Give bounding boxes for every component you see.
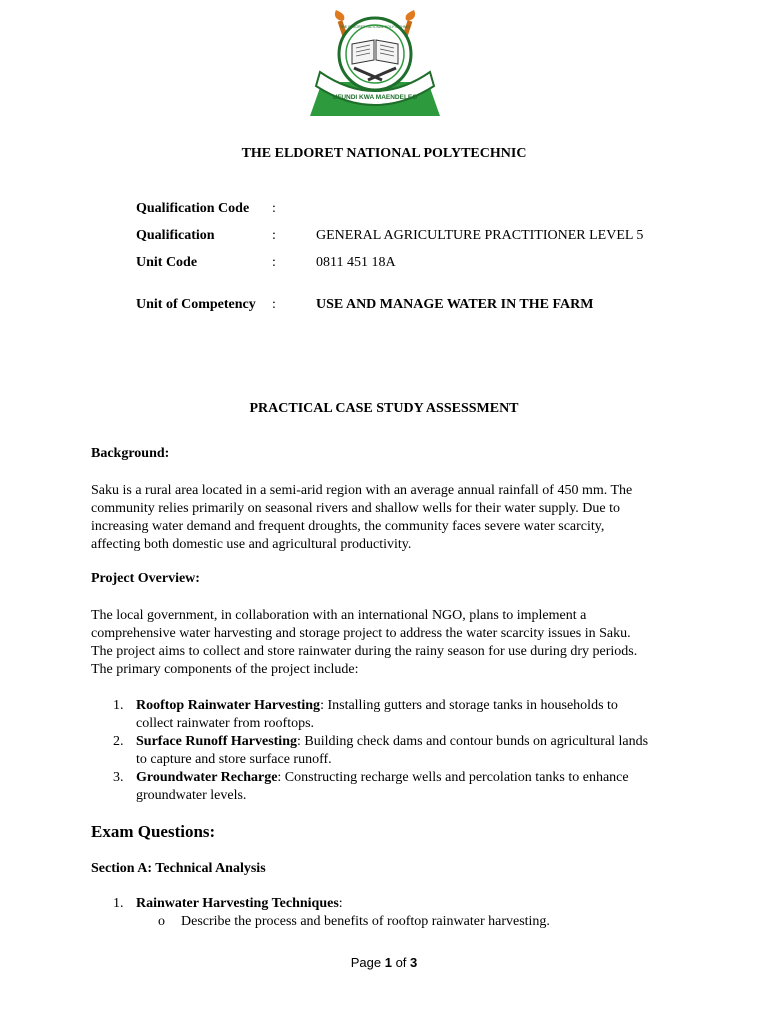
- list-item: [91, 769, 648, 805]
- question-term: Rainwater Harvesting Techniques: [136, 896, 339, 911]
- page-total: 3: [410, 955, 418, 970]
- list-term: Surface Runoff Harvesting: [136, 734, 297, 749]
- overview-paragraph: [91, 607, 691, 679]
- motto-text: UFUNDI KWA MAENDELEO: [332, 94, 418, 101]
- paragraph-line: increasing water demand and frequent droughts, the community faces severe water scarcity,: [91, 519, 605, 534]
- paragraph-line: The primary components of the project include:: [91, 662, 359, 677]
- institution-name: THE ELDORET NATIONAL POLYTECHNIC: [241, 146, 527, 161]
- list-text: collect rainwater from rooftops.: [136, 716, 315, 731]
- question-text: :: [338, 896, 343, 911]
- question-number: 1.: [113, 896, 124, 911]
- circle-bullet-icon: o: [158, 914, 165, 929]
- left-flame: [335, 10, 344, 21]
- list-number: 2.: [113, 734, 124, 749]
- list-item: [91, 733, 648, 769]
- field-label: Unit of Competency: [136, 297, 256, 312]
- field-label: Unit Code: [136, 255, 198, 270]
- list-text: : Building check dams and contour bunds on agricultural lands: [297, 734, 649, 749]
- list-text: to capture and store surface runoff.: [136, 752, 332, 767]
- section-a-heading: Section A: Technical Analysis: [91, 861, 266, 876]
- assessment-title: PRACTICAL CASE STUDY ASSESSMENT: [249, 401, 519, 416]
- components-list: [91, 697, 648, 805]
- paragraph-line: community relies primarily on seasonal rivers and shallow wells for their water supply. Due to: [91, 501, 621, 516]
- field-colon: :: [272, 255, 276, 270]
- paragraph-line: affecting both domestic use and agricultural productivity.: [91, 537, 412, 552]
- subitem-text: Describe the process and benefits of rooftop rainwater harvesting.: [181, 914, 550, 929]
- list-term: Groundwater Recharge: [136, 770, 278, 785]
- background-heading: Background:: [91, 446, 170, 461]
- field-value: USE AND MANAGE WATER IN THE FARM: [316, 297, 594, 312]
- paragraph-line: comprehensive water harvesting and storage project to address the water scarcity issues in Saku.: [91, 626, 631, 641]
- list-term: Rooftop Rainwater Harvesting: [136, 698, 321, 713]
- exam-heading: Exam Questions:: [91, 822, 216, 841]
- field-label: Qualification Code: [136, 201, 250, 216]
- list-number: 1.: [113, 698, 124, 713]
- paragraph-line: The project aims to collect and store rainwater during the rainy season for use during dry periods.: [91, 644, 638, 659]
- page-prefix: Page: [350, 955, 385, 970]
- field-value: 0811 451 18A: [316, 255, 396, 270]
- page-current: 1: [384, 955, 392, 970]
- overview-heading: Project Overview:: [91, 571, 200, 586]
- list-text: : Constructing recharge wells and percolation tanks to enhance: [277, 770, 629, 785]
- list-text: groundwater levels.: [136, 788, 247, 803]
- right-flame: [406, 10, 415, 21]
- field-colon: :: [272, 228, 276, 243]
- background-paragraph: [91, 482, 691, 554]
- list-item: [91, 697, 648, 733]
- questions-list: [91, 895, 343, 913]
- paragraph-line: Saku is a rural area located in a semi-arid region with an average annual rainfall of 450 mm. The: [91, 483, 633, 498]
- page-mid: of: [391, 955, 411, 970]
- book-left-page: [352, 40, 374, 64]
- field-value: GENERAL AGRICULTURE PRACTITIONER LEVEL 5: [316, 228, 644, 243]
- logo-banner-text: THE ELDORET NATIONAL POLYTECHNIC: [340, 25, 410, 29]
- crest-emblem: [310, 6, 440, 116]
- question-item: [91, 895, 343, 913]
- list-number: 3.: [113, 770, 124, 785]
- polytechnic-logo: [310, 6, 440, 116]
- field-colon: :: [272, 297, 276, 312]
- field-label: Qualification: [136, 228, 215, 243]
- paragraph-line: The local government, in collaboration with an international NGO, plans to implement a: [91, 608, 587, 623]
- field-colon: :: [272, 201, 276, 216]
- list-text: : Installing gutters and storage tanks in households to: [320, 698, 618, 713]
- book-right-page: [376, 40, 398, 64]
- page-number-footer: [0, 955, 768, 970]
